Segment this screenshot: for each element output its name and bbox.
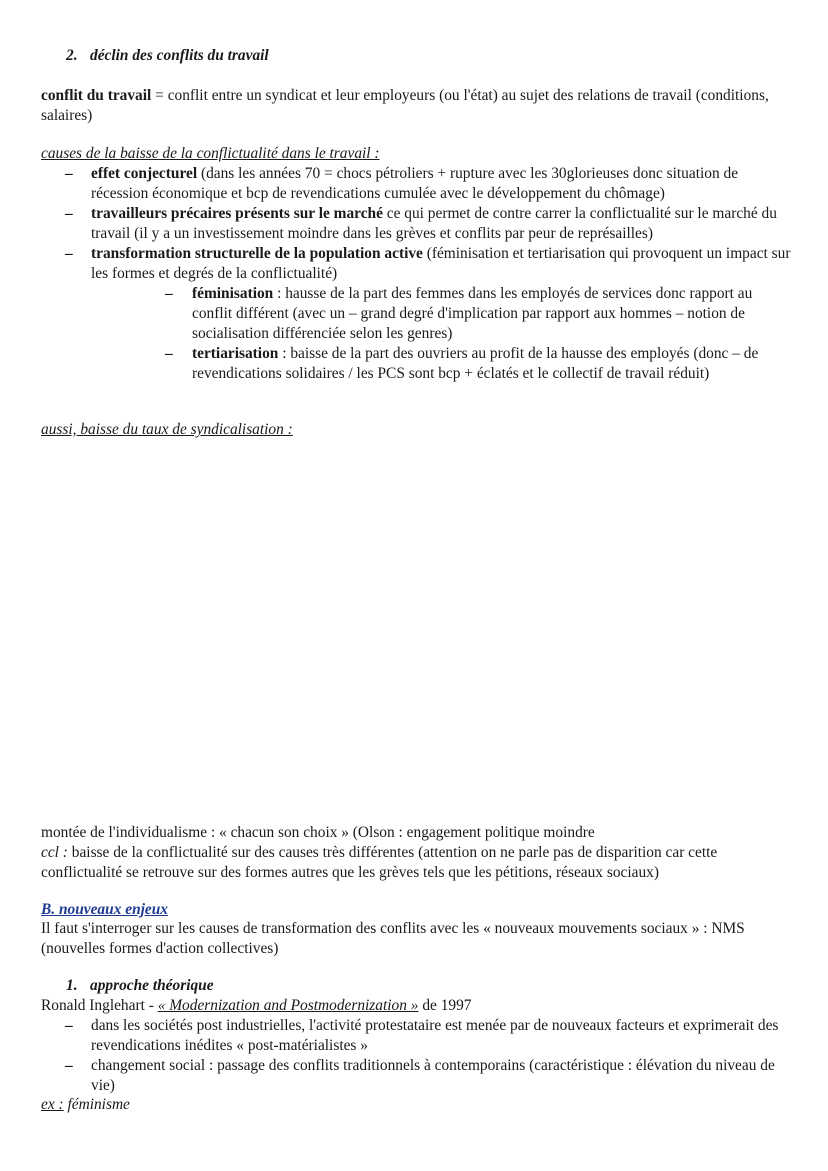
list-item [91, 164, 791, 204]
definition-paragraph [41, 86, 791, 126]
section-1-heading [66, 976, 214, 996]
list-item: – dans les sociétés post industrielles, l'activité protestataire est menée par de nouveaux facteurs et exprimerait des revendications inédites « post-matérialistes » [91, 1016, 791, 1056]
causes-heading [41, 144, 791, 164]
list-item: – changement social : passage des conflits traditionnels à contemporains (caractéristique : élévation du niveau de vie) [91, 1056, 791, 1096]
subcause-2-title: tertiarisation [192, 345, 279, 362]
theory-list [91, 1016, 791, 1096]
list-item [91, 204, 791, 244]
causes-list [91, 164, 791, 284]
list-item [91, 244, 791, 284]
causes-heading-text: causes de la baisse de la conflictualité dans le travail : [41, 145, 380, 162]
section-b-intro: Il faut s'interroger sur les causes de transformation des conflits avec les « nouveaux mouvements sociaux » : NMS (nouvelles formes d'action collectives) [41, 920, 745, 957]
conclusion-text: baisse de la conflictualité sur des causes très différentes (attention on ne parle pas de disparition car cette conflictualité se retrouve sur des formes autres que les grèves tels que les pétitions, réseaux sociaux) [41, 844, 718, 881]
reference-line [41, 996, 791, 1016]
syndicalisation-heading-text: aussi, baisse du taux de syndicalisation : [41, 421, 293, 438]
example-line [41, 1095, 791, 1115]
section-1-title: approche théorique [90, 977, 214, 994]
reference-work: « Modernization and Postmodernization » [157, 997, 419, 1014]
cause-2-title: travailleurs précaires présents sur le marché [91, 205, 383, 222]
example-label: ex : [41, 1096, 64, 1113]
conclusion-paragraph [41, 843, 791, 883]
list-item [192, 284, 792, 344]
section-b-title[interactable]: B. nouveaux enjeux [41, 901, 168, 918]
cause-3-title: transformation structurelle de la population active [91, 245, 423, 262]
section-2-heading [66, 46, 269, 66]
subcause-2-text: : baisse de la part des ouvriers au profit de la hausse des employés (donc – de revendications solidaires / les PCS sont bcp + éclatés et le collectif de travail réduit) [192, 345, 759, 382]
conclusion-label: ccl : [41, 844, 68, 861]
reference-author: Ronald Inglehart - [41, 997, 158, 1014]
cause-3-text: (féminisation et tertiarisation qui provoquent un impact sur les formes et degrés de la conflictualité) [91, 245, 791, 282]
individualisme-line: montée de l'individualisme : « chacun son choix » (Olson : engagement politique moindre [41, 824, 595, 841]
cause-2-text: ce qui permet de contre carrer la conflictualité sur le marché du travail (il y a un investissement moindre dans les grèves et conflits par peur de représailles) [91, 205, 777, 242]
list-item [192, 344, 792, 384]
section-b-heading [41, 900, 791, 920]
reference-year: de 1997 [418, 997, 472, 1014]
section-2-title: déclin des conflits du travail [90, 47, 269, 64]
definition-term: conflit du travail [41, 87, 152, 104]
subcause-1-title: féminisation [192, 285, 274, 302]
section-2-number: 2. [66, 47, 78, 64]
definition-text: = conflit entre un syndicat et leur employeurs (ou l'état) au sujet des relations de travail (conditions, salaires) [41, 87, 769, 124]
section-1-number: 1. [66, 977, 78, 994]
example-text: féminisme [63, 1096, 130, 1113]
causes-sublist [192, 284, 792, 384]
cause-1-text: (dans les années 70 = chocs pétroliers + rupture avec les 30glorieuses donc situation de récession économique et bcp de revendications cumulée avec le développement du chômage) [91, 165, 739, 202]
cause-1-title: effet conjecturel [91, 165, 198, 182]
subcause-1-text: : hausse de la part des femmes dans les employés de services donc rapport au conflit différent (avec un – grand degré d'implication par rapport aux hommes – notion de socialisation différenciée selon les genres) [192, 285, 753, 342]
syndicalisation-heading [41, 420, 791, 440]
